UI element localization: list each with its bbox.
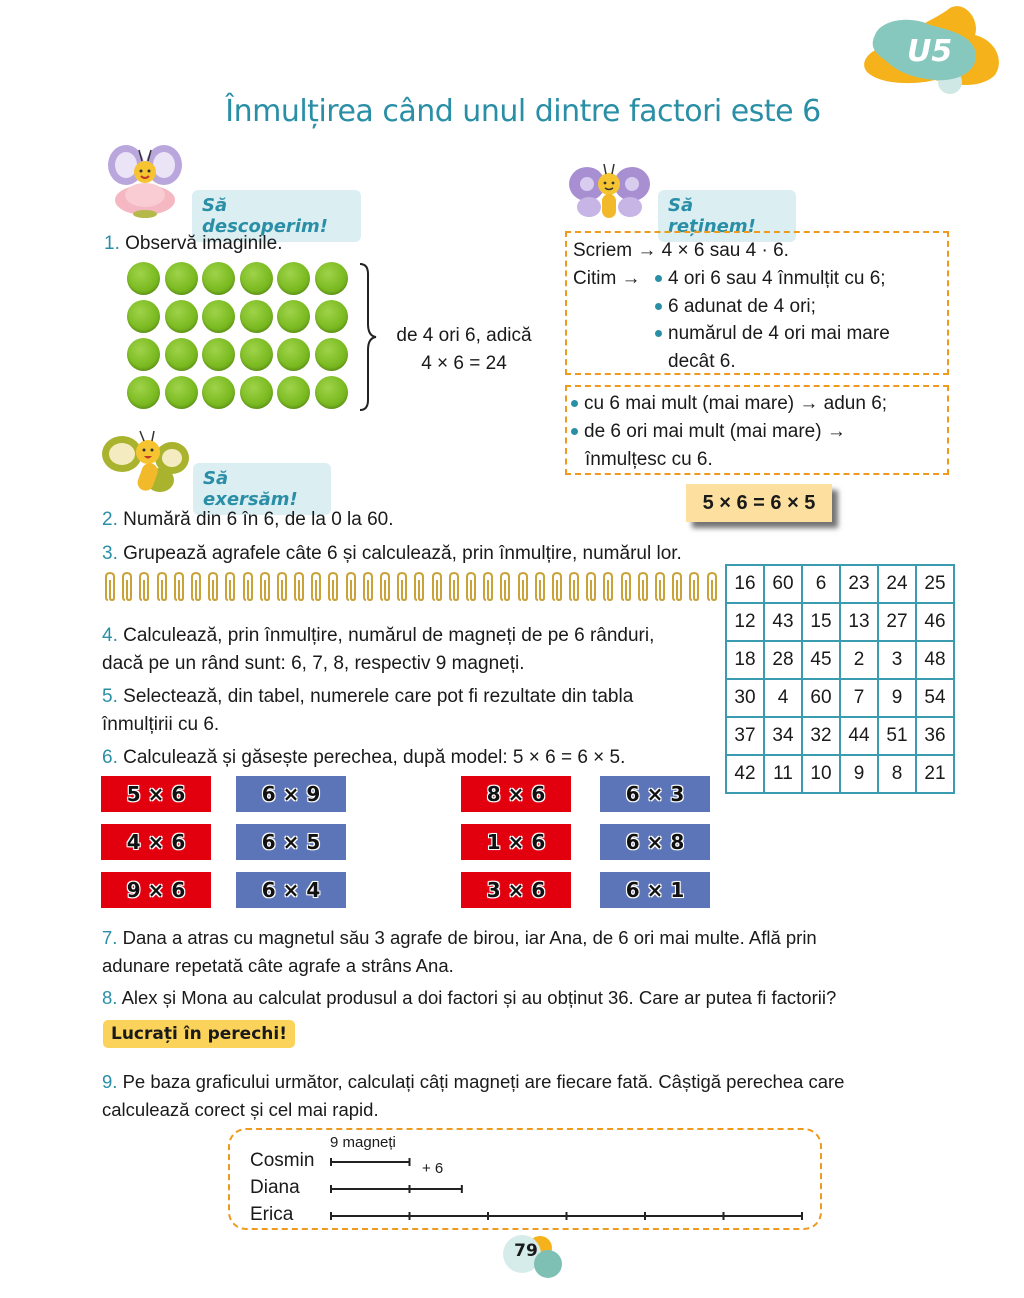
- question-1: [104, 230, 282, 258]
- question-number: 4.: [102, 625, 118, 646]
- table-cell[interactable]: 10: [802, 755, 840, 793]
- paperclip-icon: [533, 571, 550, 601]
- bullet-icon: [571, 428, 578, 435]
- paperclip-icon: [636, 571, 653, 601]
- table-cell[interactable]: 27: [878, 603, 916, 641]
- paperclip-icon: [120, 571, 137, 601]
- question-text: Dana a atras cu magnetul său 3 agrafe de birou, iar Ana, de 6 ori mai multe. Află prin: [122, 927, 817, 948]
- table-cell[interactable]: 45: [802, 641, 840, 679]
- diana-extra-label: + 6: [422, 1160, 444, 1177]
- paperclip-icon: [412, 571, 429, 601]
- question-text-cont: calculează corect și cel mai rapid.: [102, 1099, 379, 1120]
- card-red[interactable]: 5 × 6: [101, 776, 211, 812]
- rule-more-item: [571, 390, 887, 418]
- rule-read-item-text: 6 adunat de 4 ori;: [668, 295, 816, 317]
- question-4: [102, 622, 654, 678]
- page-title: Înmulțirea când unul dintre factori este 6: [225, 94, 821, 129]
- rule-box-more: [565, 385, 949, 475]
- table-cell[interactable]: 8: [878, 755, 916, 793]
- question-number: 5.: [102, 686, 118, 707]
- paperclip-icon: [395, 571, 412, 601]
- table-cell[interactable]: 36: [916, 717, 954, 755]
- question-number: 6.: [102, 747, 118, 768]
- rule-box-reading: [565, 231, 949, 375]
- magnets-segment-graph: [228, 1128, 822, 1230]
- card-red[interactable]: 1 × 6: [461, 824, 571, 860]
- question-number: 3.: [102, 543, 118, 564]
- question-text: Pe baza graficului următor, calculați câți magneți are fiecare fată. Câștigă perechea care: [122, 1071, 845, 1092]
- paperclip-icon: [378, 571, 395, 601]
- green-magnet-icon: [315, 338, 348, 371]
- table-cell[interactable]: 23: [840, 565, 878, 603]
- paperclip-icon: [189, 571, 206, 601]
- question-number: 7.: [102, 927, 118, 948]
- table-cell[interactable]: 3: [878, 641, 916, 679]
- table-cell[interactable]: 42: [726, 755, 764, 793]
- green-magnets-grid: [127, 262, 352, 414]
- paperclip-icon: [584, 571, 601, 601]
- paperclip-icon: [137, 571, 154, 601]
- question-9: [102, 1068, 844, 1124]
- paperclip-icon: [516, 571, 533, 601]
- green-magnet-icon: [165, 376, 198, 409]
- question-3: [102, 540, 682, 568]
- commutative-formula-card: 5 × 6 = 6 × 5: [686, 484, 832, 522]
- table-cell[interactable]: 24: [878, 565, 916, 603]
- question-6: [102, 744, 625, 772]
- paperclip-icon: [206, 571, 223, 601]
- paperclip-icon: [447, 571, 464, 601]
- card-blue[interactable]: 6 × 9: [236, 776, 346, 812]
- question-text: Selectează, din tabel, numerele care pot fi rezultate din tabla: [123, 686, 634, 707]
- paperclip-icon: [498, 571, 515, 601]
- paperclip-icon: [103, 571, 120, 601]
- green-magnet-icon: [202, 300, 235, 333]
- question-text-cont: dacă pe un rând sunt: 6, 7, 8, respectiv 9 magneți.: [102, 653, 525, 674]
- table-cell[interactable]: 48: [916, 641, 954, 679]
- green-magnet-icon: [127, 338, 160, 371]
- bullet-icon: [655, 275, 662, 282]
- green-magnet-icon: [277, 338, 310, 371]
- pairs-work-badge: Lucrați în perechi!: [103, 1020, 295, 1048]
- card-red[interactable]: 4 × 6: [101, 824, 211, 860]
- card-blue[interactable]: 6 × 5: [236, 824, 346, 860]
- card-blue[interactable]: 6 × 4: [236, 872, 346, 908]
- green-magnet-icon: [202, 262, 235, 295]
- table-cell[interactable]: 44: [840, 717, 878, 755]
- table-row: [726, 603, 954, 641]
- paperclip-icon: [326, 571, 343, 601]
- question-2: [102, 506, 394, 534]
- table-cell[interactable]: 25: [916, 565, 954, 603]
- graph-row-label: Diana: [250, 1177, 300, 1198]
- page-number: 79: [514, 1241, 538, 1261]
- question-text: Grupează agrafele câte 6 și calculează, prin înmulțire, numărul lor.: [123, 543, 682, 564]
- green-magnet-icon: [240, 376, 273, 409]
- question-number: 2.: [102, 509, 118, 530]
- rule-more-item: [571, 418, 846, 446]
- question-8: [102, 984, 836, 1012]
- paperclip-icon: [601, 571, 618, 601]
- card-blue[interactable]: 6 × 3: [600, 776, 710, 812]
- table-cell[interactable]: 11: [764, 755, 802, 793]
- paperclip-icon: [430, 571, 447, 601]
- paperclip-icon: [619, 571, 636, 601]
- graph-row-label: Erica: [250, 1204, 294, 1225]
- green-magnet-icon: [277, 376, 310, 409]
- green-magnet-icon: [127, 376, 160, 409]
- segment-label: 9 magneți: [330, 1134, 396, 1151]
- green-magnet-icon: [315, 262, 348, 295]
- q1-caption-line2: 4 × 6 = 24: [421, 353, 507, 374]
- card-red[interactable]: 9 × 6: [101, 872, 211, 908]
- table-row: [726, 641, 954, 679]
- table-cell[interactable]: 60: [764, 565, 802, 603]
- paperclip-icon: [687, 571, 704, 601]
- table-cell[interactable]: 30: [726, 679, 764, 717]
- question-text-cont: înmulțirii cu 6.: [102, 714, 220, 735]
- graph-segments: [230, 1130, 820, 1228]
- paperclip-icon: [258, 571, 275, 601]
- table-cell[interactable]: 6: [802, 565, 840, 603]
- question-5: [102, 683, 633, 739]
- question-text: Alex și Mona au calculat produsul a doi factori și au obținut 36. Care ar putea fi factorii?: [121, 987, 837, 1008]
- green-magnet-icon: [240, 262, 273, 295]
- green-magnet-icon: [277, 262, 310, 295]
- paperclip-icon: [705, 571, 722, 601]
- paperclip-icon: [275, 571, 292, 601]
- green-butterfly-mascot-icon: [100, 428, 190, 500]
- question-text: Observă imaginile.: [125, 233, 283, 254]
- butterfly-mascot-icon: [567, 162, 652, 222]
- table-cell[interactable]: 9: [840, 755, 878, 793]
- paperclip-icon: [653, 571, 670, 601]
- green-magnet-icon: [315, 300, 348, 333]
- table-cell[interactable]: 12: [726, 603, 764, 641]
- paperclip-icon: [155, 571, 172, 601]
- table-cell[interactable]: 2: [840, 641, 878, 679]
- rule-read-item-text: 4 ori 6 sau 4 înmulțit cu 6;: [668, 268, 886, 289]
- q1-caption: [384, 322, 544, 378]
- table-cell[interactable]: 16: [726, 565, 764, 603]
- paperclip-icon: [241, 571, 258, 601]
- unit-label: U5: [907, 34, 953, 69]
- green-magnet-icon: [165, 300, 198, 333]
- butterfly-flower-mascot-icon: [104, 140, 186, 222]
- question-text: Numără din 6 în 6, de la 0 la 60.: [123, 509, 394, 530]
- rule-read-item-text: numărul de 4 ori mai mare: [668, 323, 890, 344]
- question-text: Calculează, prin înmulțire, numărul de magneți de pe 6 rânduri,: [123, 625, 655, 646]
- section-label-discover: Să descoperim!: [192, 190, 361, 242]
- page-number-badge: [502, 1232, 552, 1282]
- unit-badge: [855, 0, 1005, 95]
- paperclip-icon: [361, 571, 378, 601]
- rule-read-item-cont: decât 6.: [668, 350, 736, 372]
- green-magnet-icon: [202, 338, 235, 371]
- paperclip-icon: [172, 571, 189, 601]
- green-magnet-icon: [165, 262, 198, 295]
- table-cell[interactable]: 51: [878, 717, 916, 755]
- green-magnet-icon: [240, 338, 273, 371]
- section-label-practice: Să exersăm!: [193, 463, 331, 515]
- curly-brace-icon: [358, 262, 378, 412]
- question-number: 1.: [104, 233, 120, 254]
- question-number: 8.: [102, 987, 118, 1008]
- rule-read-item: [655, 293, 890, 321]
- q1-caption-line1: de 4 ori 6, adică: [396, 325, 532, 346]
- paperclip-icon: [223, 571, 240, 601]
- paperclip-icon: [292, 571, 309, 601]
- table-cell[interactable]: 28: [764, 641, 802, 679]
- rule-more-item-text: de 6 ori mai mult (mai mare) →: [584, 421, 846, 442]
- section-label-remember: Să reținem!: [658, 190, 796, 242]
- paperclip-icon: [670, 571, 687, 601]
- card-blue[interactable]: 6 × 1: [600, 872, 710, 908]
- green-magnet-icon: [202, 376, 235, 409]
- table-cell[interactable]: 43: [764, 603, 802, 641]
- table-row: [726, 755, 954, 793]
- bullet-icon: [655, 330, 662, 337]
- green-magnet-icon: [165, 338, 198, 371]
- table-cell[interactable]: 60: [802, 679, 840, 717]
- paperclip-icon: [464, 571, 481, 601]
- table-cell[interactable]: 46: [916, 603, 954, 641]
- table-cell[interactable]: 4: [764, 679, 802, 717]
- question-text: Calculează și găsește perechea, după model: 5 × 6 = 6 × 5.: [123, 747, 626, 768]
- numbers-table: [725, 564, 955, 794]
- card-blue[interactable]: 6 × 8: [600, 824, 710, 860]
- paperclip-icon: [309, 571, 326, 601]
- rule-read-list: [655, 265, 890, 375]
- table-cell[interactable]: 15: [802, 603, 840, 641]
- paperclips-row: [103, 571, 722, 601]
- green-magnet-icon: [315, 376, 348, 409]
- rule-write-line: Scriem → 4 × 6 sau 4 · 6.: [573, 240, 789, 261]
- table-row: [726, 679, 954, 717]
- graph-row-label: Cosmin: [250, 1150, 315, 1171]
- bullet-icon: [655, 303, 662, 310]
- card-red[interactable]: 8 × 6: [461, 776, 571, 812]
- rule-read-item: [655, 265, 890, 293]
- rule-read-label: Citim →: [573, 268, 641, 289]
- table-cell[interactable]: 54: [916, 679, 954, 717]
- paperclip-icon: [567, 571, 584, 601]
- question-7: [102, 924, 950, 980]
- green-magnet-icon: [127, 300, 160, 333]
- table-cell[interactable]: 32: [802, 717, 840, 755]
- question-text-cont: adunare repetată câte agrafe a strâns Ana.: [102, 955, 454, 976]
- question-number: 9.: [102, 1071, 118, 1092]
- card-red[interactable]: 3 × 6: [461, 872, 571, 908]
- bullet-icon: [571, 400, 578, 407]
- rule-more-item-text: cu 6 mai mult (mai mare) → adun 6;: [584, 393, 888, 414]
- table-row: [726, 717, 954, 755]
- paperclip-icon: [344, 571, 361, 601]
- paperclip-icon: [481, 571, 498, 601]
- table-cell[interactable]: 13: [840, 603, 878, 641]
- table-cell[interactable]: 34: [764, 717, 802, 755]
- green-magnet-icon: [277, 300, 310, 333]
- table-cell[interactable]: 7: [840, 679, 878, 717]
- paperclip-icon: [550, 571, 567, 601]
- table-row: [726, 565, 954, 603]
- green-magnet-icon: [240, 300, 273, 333]
- table-cell[interactable]: 21: [916, 755, 954, 793]
- table-cell[interactable]: 37: [726, 717, 764, 755]
- table-cell[interactable]: 18: [726, 641, 764, 679]
- green-magnet-icon: [127, 262, 160, 295]
- rule-read-item: [655, 320, 890, 348]
- rule-more-item-cont: înmulțesc cu 6.: [585, 449, 713, 470]
- table-cell[interactable]: 9: [878, 679, 916, 717]
